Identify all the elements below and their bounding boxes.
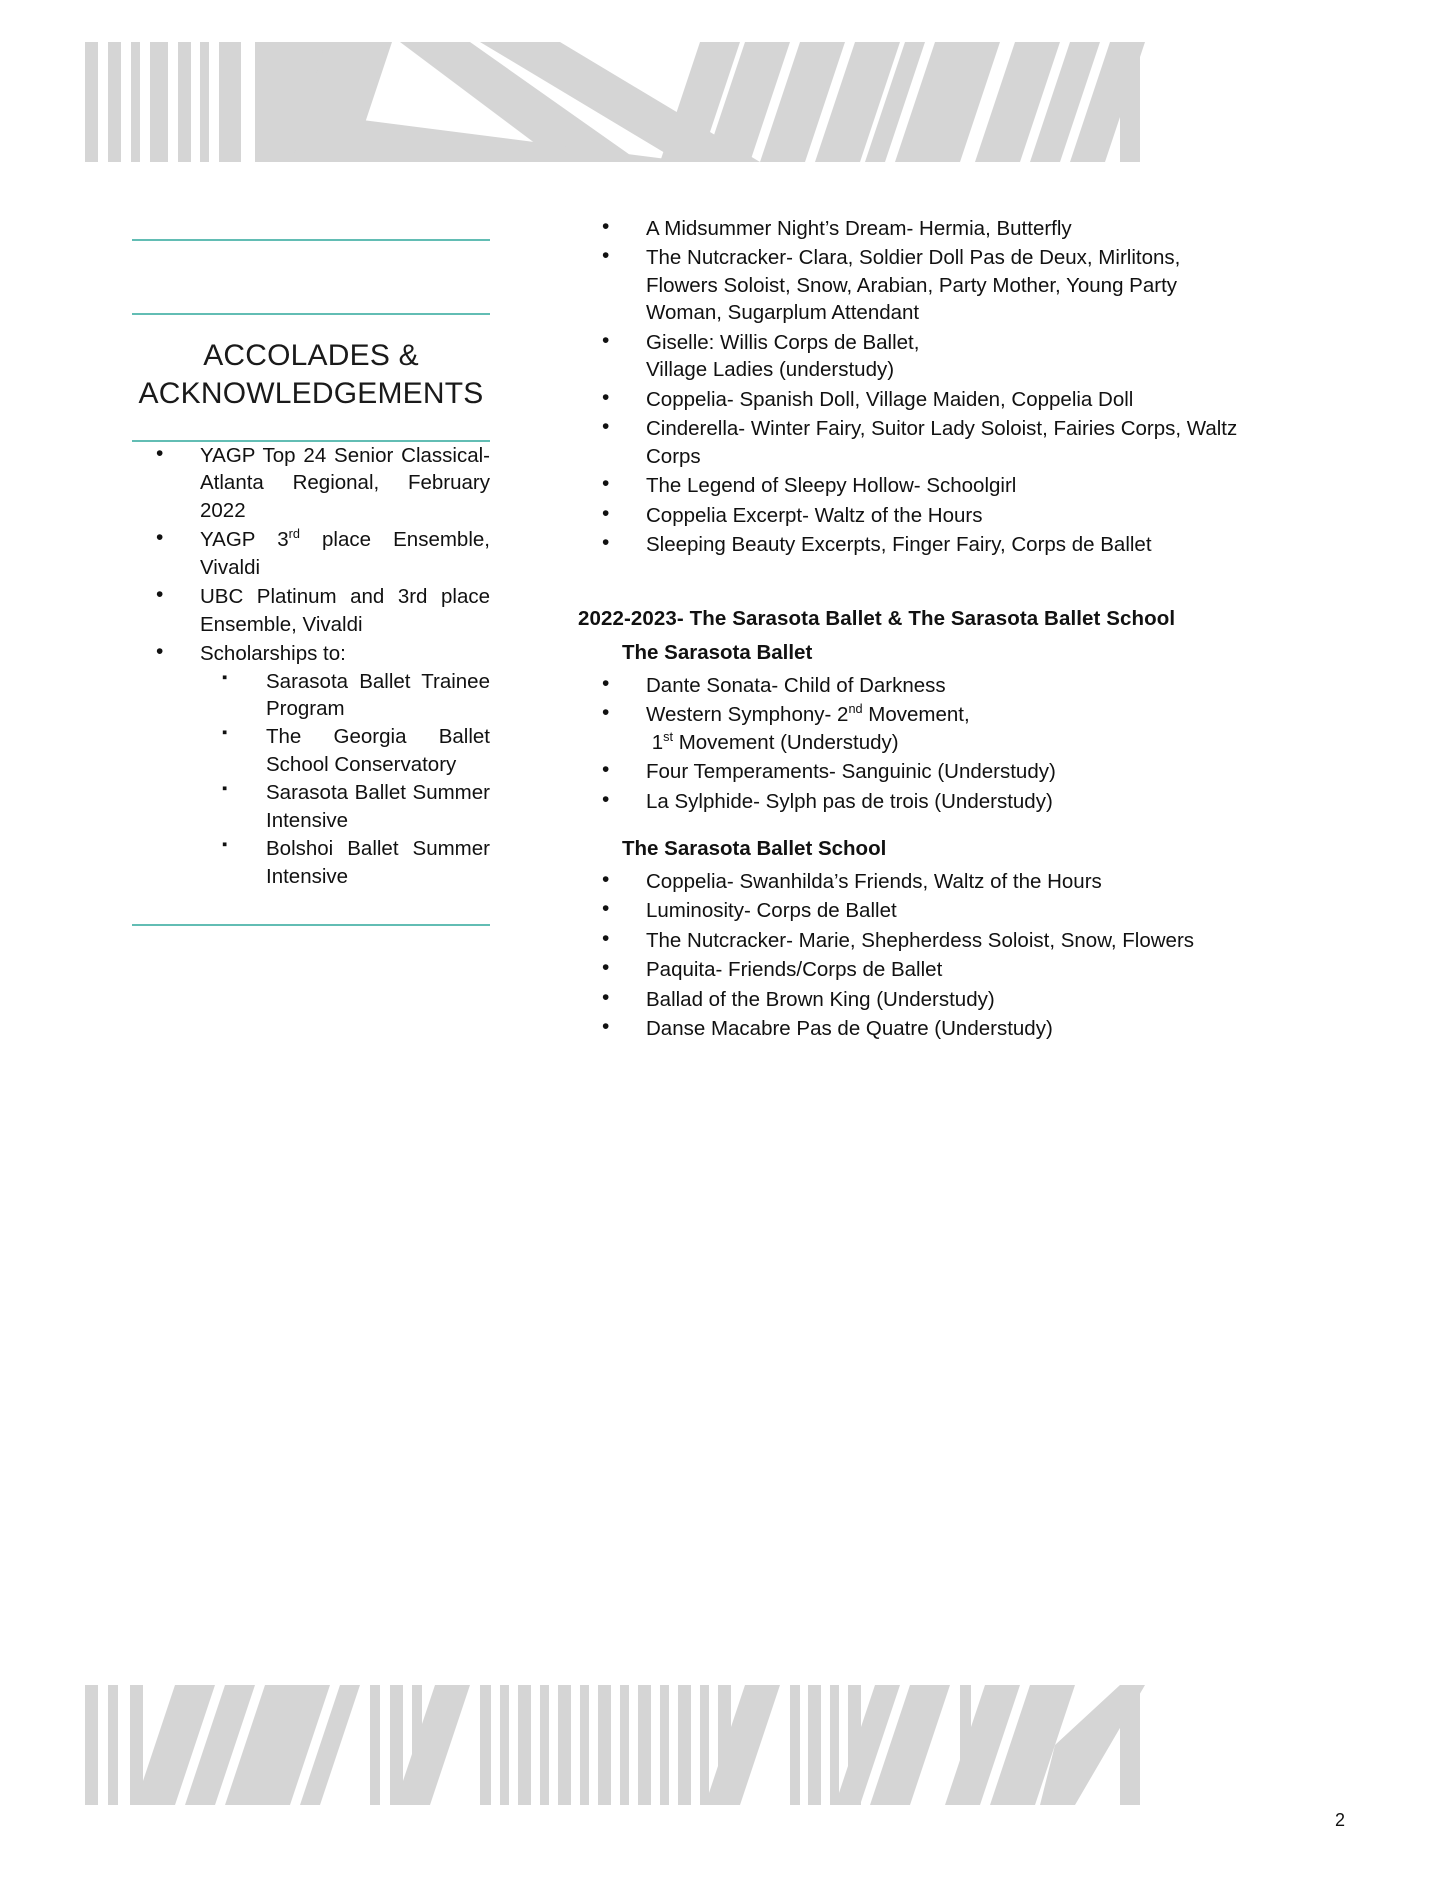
credit-line: • The Legend of Sleepy Hollow- Schoolgirl — [646, 474, 1017, 498]
credit-line: Flowers Soloist, Snow, Arabian, Party Mother, Young Party — [646, 273, 1178, 297]
ordinal-suffix: st — [663, 728, 673, 744]
credit-line: • Ballad of the Brown King (Understudy) — [646, 987, 995, 1011]
accolade-text: YAGP Top 24 Senior Classical- Atlanta Regional, February 2022 — [200, 443, 490, 522]
credit-line: Village Ladies (understudy) — [646, 358, 895, 382]
sidebar-column — [132, 215, 490, 926]
credit-line: • The Nutcracker- Marie, Shepherdess Soloist, Snow, Flowers — [646, 928, 1195, 952]
page-title: ACCOLADES & ACKNOWLEDGEMENTS — [138, 339, 484, 411]
list-item — [200, 835, 490, 890]
list-item — [578, 472, 1298, 499]
company-credits-list — [578, 672, 1298, 815]
credit-line: • Coppelia- Spanish Doll, Village Maiden, Coppelia Doll — [646, 387, 1134, 411]
list-item — [578, 758, 1298, 785]
list-item — [578, 927, 1298, 954]
credit-line: • Cinderella- Winter Fairy, Suitor Lady Soloist, Fairies Corps, Waltz — [646, 417, 1238, 441]
list-item — [578, 215, 1298, 242]
main-column — [578, 215, 1298, 1045]
credit-line: • Dante Sonata- Child of Darkness — [646, 673, 946, 697]
bottom-decorative-banner — [0, 1685, 1453, 1805]
list-item — [578, 986, 1298, 1013]
ordinal-suffix: rd — [288, 526, 300, 542]
performance-credits-list — [578, 215, 1298, 559]
list-item — [132, 442, 490, 524]
list-item — [578, 531, 1298, 558]
credit-line: Woman, Sugarplum Attendant — [646, 301, 920, 325]
scholarship-text: Sarasota Ballet Trainee Program — [266, 669, 490, 720]
credit-text: 1 — [651, 730, 664, 754]
accolade-text: YAGP 3rd place Ensemble, Vivaldi — [200, 526, 490, 579]
credit-line: • Coppelia Excerpt- Waltz of the Hours — [646, 503, 983, 527]
list-item — [200, 779, 490, 834]
credit-text: Western Symphony- 2 — [646, 703, 849, 727]
season-heading: 2022-2023- The Sarasota Ballet & The Sarasota Ballet School — [578, 606, 1176, 630]
list-item — [578, 244, 1298, 326]
credit-line — [646, 729, 1298, 756]
credit-line: • A Midsummer Night’s Dream- Hermia, Butterfly — [646, 217, 1072, 240]
credit-line — [646, 701, 1298, 728]
scholarship-text: The Georgia Ballet School Conservatory — [266, 725, 490, 776]
credit-text: Movement (Understudy) — [673, 730, 899, 754]
divider-top — [132, 239, 490, 241]
page-number: 2 — [1334, 1810, 1345, 1830]
accolade-text: Scholarships to: — [200, 642, 346, 666]
credit-line: • The Nutcracker- Clara, Soldier Doll Pas de Deux, Mirlitons, — [646, 246, 1181, 270]
scholarship-text: Sarasota Ballet Summer Intensive — [266, 781, 490, 832]
scholarships-list — [200, 668, 490, 891]
credit-line: • Sleeping Beauty Excerpts, Finger Fairy, Corps de Ballet — [646, 533, 1152, 557]
school-credits-list — [578, 868, 1298, 1043]
list-item — [578, 415, 1298, 470]
accolades-list — [132, 442, 490, 891]
accolade-text: UBC Platinum and 3rd place Ensemble, Vivaldi — [200, 585, 490, 636]
list-item — [132, 640, 490, 890]
list-item — [578, 1015, 1298, 1042]
list-item — [578, 956, 1298, 983]
credit-line: • Paquita- Friends/Corps de Ballet — [646, 958, 943, 982]
credit-line: Corps — [646, 444, 701, 468]
credit-line: • Giselle: Willis Corps de Ballet, — [646, 330, 920, 354]
credit-line: • Four Temperaments- Sanguinic (Understudy) — [646, 760, 1056, 784]
list-item — [578, 788, 1298, 815]
list-item — [578, 502, 1298, 529]
list-item — [578, 329, 1298, 384]
top-decorative-banner — [0, 42, 1453, 162]
school-heading: The Sarasota Ballet School — [622, 836, 887, 860]
list-item — [578, 386, 1298, 413]
list-item — [200, 723, 490, 778]
list-item — [578, 897, 1298, 924]
list-item — [578, 672, 1298, 699]
list-item — [578, 868, 1298, 895]
list-item — [578, 701, 1298, 756]
company-heading: The Sarasota Ballet — [622, 640, 813, 664]
ordinal-suffix: nd — [848, 701, 863, 717]
list-item — [132, 583, 490, 638]
credit-line: • Coppelia- Swanhilda’s Friends, Waltz of the Hours — [646, 869, 1102, 893]
credit-line: • Danse Macabre Pas de Quatre (Understudy) — [646, 1017, 1053, 1041]
credit-line: • La Sylphide- Sylph pas de trois (Understudy) — [646, 789, 1053, 813]
divider-bottom — [132, 924, 490, 926]
list-item — [200, 668, 490, 723]
credit-text: Movement, — [862, 703, 970, 727]
scholarship-text: Bolshoi Ballet Summer Intensive — [266, 837, 490, 888]
credit-line: • Luminosity- Corps de Ballet — [646, 899, 897, 923]
list-item — [132, 526, 490, 581]
